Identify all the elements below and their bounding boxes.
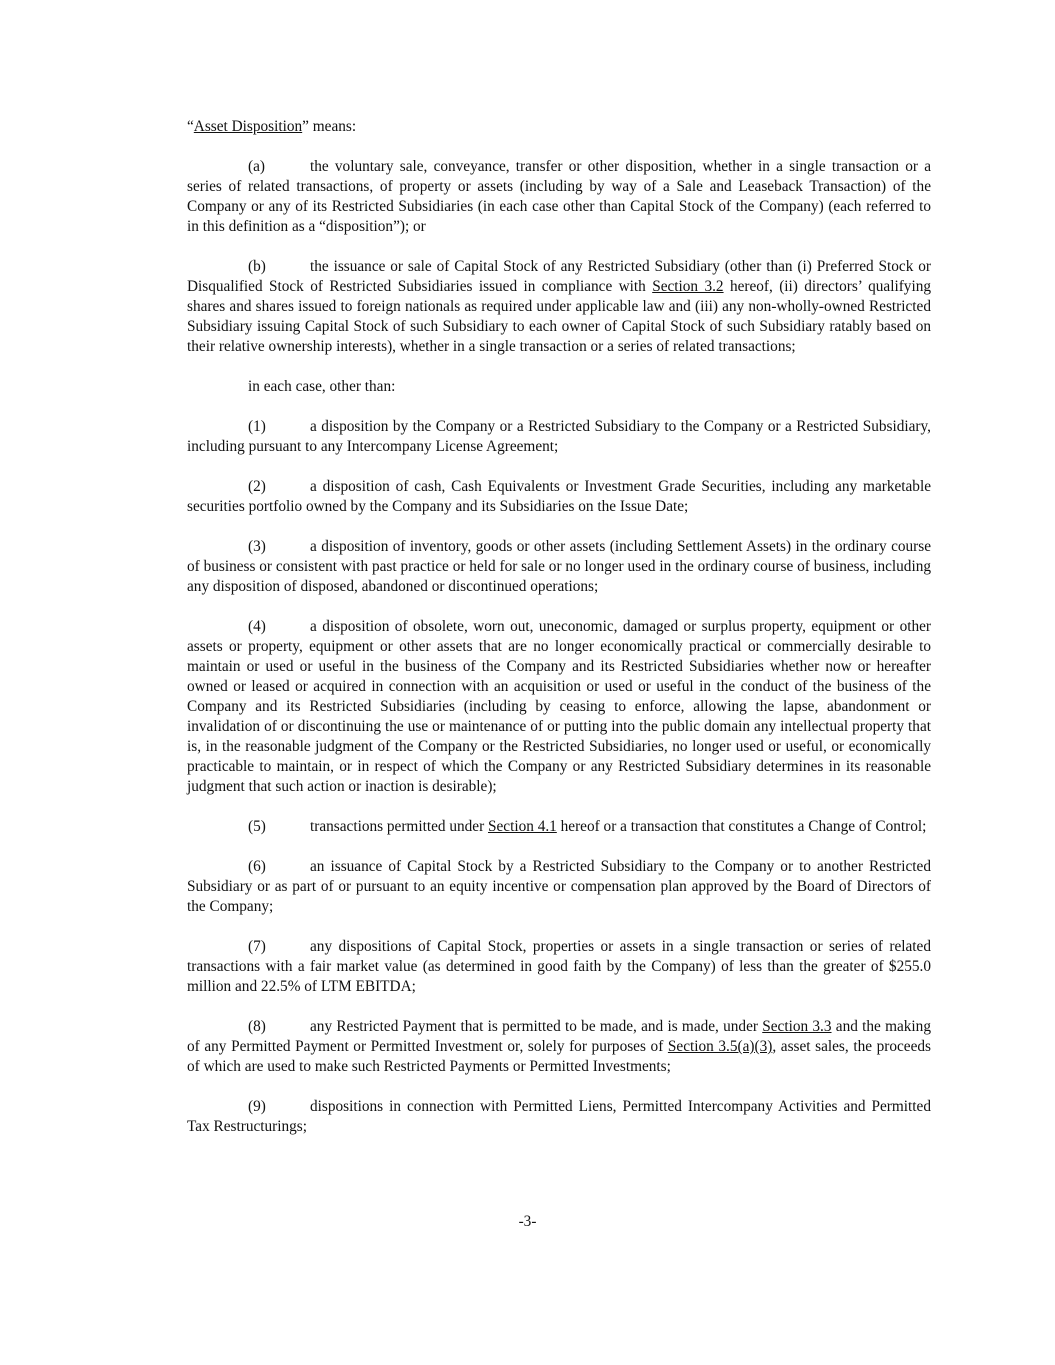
item-text: a disposition of obsolete, worn out, uneconomic, damaged or surplus property, equipment or other assets or property, equipment or other assets that are no longer economically practical or commercially desirable to maintain or used or useful in the business of the Company and its Restricted Subsidiaries whether now or hereafter owned or leased or acquired in connection with an acquisition or used or useful in the conduct of the business of the Company and its Restricted Subsidiaries (including by ceasing to enforce, allowing the lapse, abandonment or invalidation of or discontinuing the use or maintenance of or putting into the public domain any intellectual property that is, in the reasonable judgment of the Company or the Restricted Subsidiaries, no longer used or useful, or economically practicable to maintain, or in respect of which the Company or any Restricted Subsidiary determines in its reasonable judgment that such action or inaction is desirable);: [187, 618, 931, 795]
clause-number: (b): [248, 258, 266, 275]
item-text: , asset sales, the proceeds of which are used to make such Restricted Payments or Permitted Investments;: [187, 1038, 931, 1075]
in-each-case-note: in each case, other than:: [248, 378, 396, 395]
item-number: (3): [248, 538, 266, 555]
clause-b: [187, 257, 931, 357]
item-text: a disposition of inventory, goods or other assets (including Settlement Assets) in the ordinary course of business or consistent with past practice or held for sale or no longer used in the ordinary course of business, including any disposition of disposed, abandoned or discontinued operations;: [187, 538, 931, 595]
clause-text: the issuance or sale of Capital Stock of any Restricted Subsidiary (other than (i) Preferred Stock or Disqualified Stock of Restricted Subsidiaries issued in compliance with: [187, 258, 931, 295]
item-number: (8): [248, 1018, 266, 1035]
item-text: and the making of any Permitted Payment or Permitted Investment or, solely for purposes of: [187, 1018, 931, 1055]
exception-item-4: [187, 617, 931, 797]
exception-item-8: [187, 1017, 931, 1077]
section-reference-link[interactable]: Section 3.2: [652, 278, 724, 295]
item-text: a disposition by the Company or a Restricted Subsidiary to the Company or a Restricted Subsidiary, including pursuant to any Intercompany License Agreement;: [187, 418, 931, 455]
item-number: (6): [248, 858, 266, 875]
item-number: (5): [248, 818, 266, 835]
section-reference-link[interactable]: Section 3.5(a)(3): [667, 1038, 773, 1055]
section-reference-link[interactable]: Section 3.3: [762, 1018, 832, 1035]
section-reference-link[interactable]: Section 4.1: [487, 818, 557, 835]
item-number: (7): [248, 938, 266, 955]
item-number: (4): [248, 618, 266, 635]
exception-item-5: [187, 817, 931, 837]
item-text: a disposition of cash, Cash Equivalents or Investment Grade Securities, including any marketable securities portfolio owned by the Company and its Subsidiaries on the Issue Date;: [187, 478, 931, 515]
clause-text: hereof, (ii) directors’ qualifying shares and shares issued to foreign nationals as required under applicable law and (iii) any non-wholly-owned Restricted Subsidiary issuing Capital Stock of such Subsidiary to each owner of Capital Stock of such Subsidiary ratably based on their relative ownership interests), whether in a single transaction or a series of related transactions;: [187, 278, 931, 355]
item-text: dispositions in connection with Permitted Liens, Permitted Intercompany Activities and Permitted Tax Restructurings;: [187, 1098, 931, 1135]
item-text: any dispositions of Capital Stock, properties or assets in a single transaction or series of related transactions with a fair market value (as determined in good faith by the Company) of less than the greater of $255.0 million and 22.5% of LTM EBITDA;: [187, 938, 931, 995]
close-quote-means: ” means:: [302, 118, 357, 135]
definition-heading: [187, 117, 931, 137]
exception-item-3: [187, 537, 931, 597]
clause-text: the voluntary sale, conveyance, transfer or other disposition, whether in a single transaction or a series of related transactions, of property or assets (including by way of a Sale and Leaseback Transaction) of the Company or any of its Restricted Subsidiaries (in each case other than Capital Stock of the Company) (each referred to in this definition as a “disposition”); or: [187, 158, 931, 235]
item-text: any Restricted Payment that is permitted to be made, and is made, under: [310, 1018, 763, 1035]
item-number: (2): [248, 478, 266, 495]
open-quote: “: [187, 118, 194, 135]
item-number: (9): [248, 1098, 266, 1115]
page-number: -3-: [518, 1213, 537, 1230]
exception-item-6: [187, 857, 931, 917]
item-text: transactions permitted under: [310, 818, 488, 835]
exception-item-7: [187, 937, 931, 997]
exception-item-1: [187, 417, 931, 457]
document-page: [187, 117, 931, 1157]
exception-item-9: [187, 1097, 931, 1137]
clause-number: (a): [248, 158, 265, 175]
item-text: hereof or a transaction that constitutes a Change of Control;: [556, 818, 927, 835]
clause-a: [187, 157, 931, 237]
item-number: (1): [248, 418, 266, 435]
defined-term: Asset Disposition: [193, 118, 303, 135]
item-text: an issuance of Capital Stock by a Restricted Subsidiary to the Company or to another Restricted Subsidiary or as part of or pursuant to an equity incentive or compensation plan approved by the Board of Directors of the Company;: [187, 858, 931, 915]
exception-item-2: [187, 477, 931, 517]
